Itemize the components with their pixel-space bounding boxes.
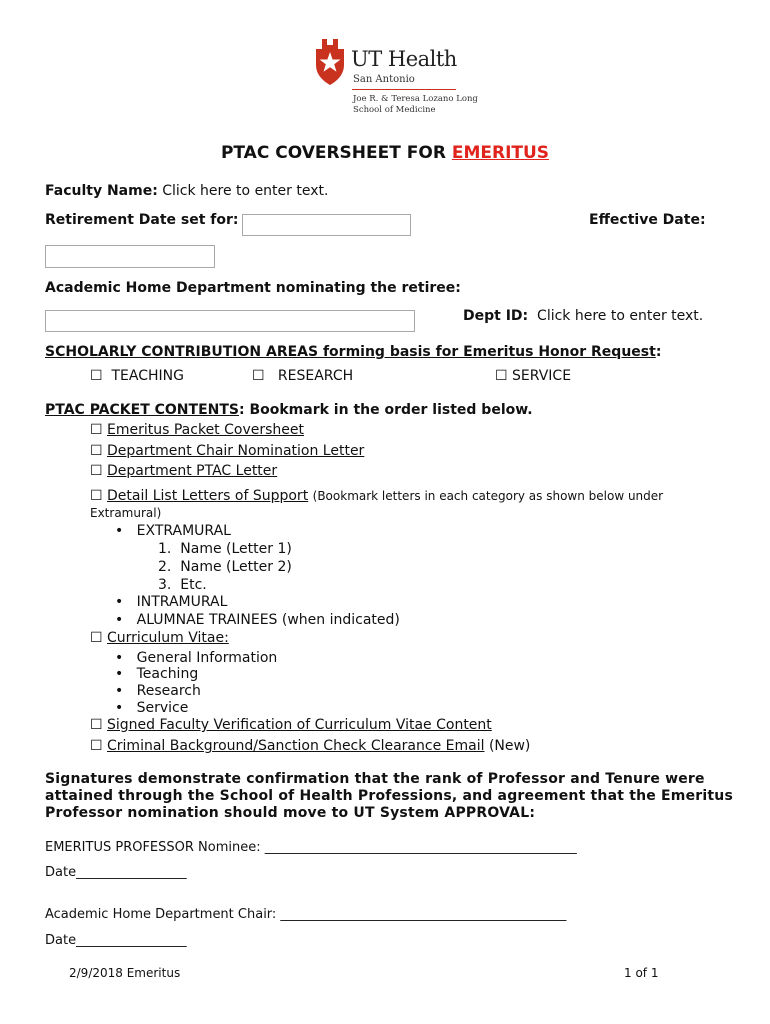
faculty-name-row: [45, 183, 328, 199]
logo-school-line2: School of Medicine: [353, 105, 436, 115]
packet-item-checkbox[interactable]: ☐: [90, 488, 103, 504]
packet-item-label: Emeritus Packet Coversheet: [107, 422, 304, 438]
alumnae-label: ALUMNAE TRAINEES (when indicated): [136, 612, 400, 628]
service-checkbox[interactable]: ☐: [495, 368, 508, 384]
scholarly-colon: :: [655, 344, 662, 360]
cv-item-label: General Information: [136, 650, 278, 666]
bullet-extramural: [115, 523, 231, 539]
packet-item-label: Department Chair Nomination Letter: [107, 443, 365, 459]
teaching-label: TEACHING: [111, 368, 184, 384]
logo-school-line1: Joe R. & Teresa Lozano Long: [353, 94, 478, 104]
logo-subtitle: San Antonio: [353, 74, 415, 85]
title-main: PTAC COVERSHEET FOR: [220, 143, 452, 163]
bullet-intramural: [115, 594, 227, 610]
criminal-check-checkbox[interactable]: ☐: [90, 738, 103, 754]
academic-home-label: Academic Home Department nominating the retiree:: [45, 280, 461, 296]
bullet-icon: •: [115, 612, 124, 628]
packet-item-label: Detail List Letters of Support: [107, 488, 309, 504]
cv-item: [115, 683, 201, 699]
packet-heading-text: PTAC PACKET CONTENTS: [45, 402, 239, 418]
signatures-line3: Professor nomination should move to UT System APPROVAL:: [45, 805, 536, 821]
numbered-item: 1. Name (Letter 1): [158, 541, 292, 557]
bullet-icon: •: [115, 523, 124, 539]
verification-label: Signed Faculty Verification of Curriculum Vitae Content: [107, 717, 492, 733]
logo-title: UT Health: [351, 47, 457, 71]
bullet-icon: •: [115, 666, 124, 682]
dept-id-label: Dept ID:: [463, 308, 529, 324]
numbered-item-label: Name (Letter 2): [180, 559, 292, 575]
numbered-item-label: Etc.: [180, 577, 207, 593]
chair-date-line[interactable]: Date_________________: [45, 933, 187, 948]
logo-divider: [352, 89, 456, 90]
service-label: SERVICE: [512, 368, 572, 384]
scholarly-heading: [45, 344, 661, 360]
support-note: (Bookmark letters in each category as shown below under: [312, 489, 664, 503]
signatures-line2: attained through the School of Health Professions, and agreement that the Emeritus: [45, 788, 733, 804]
packet-item-checkbox[interactable]: ☐: [90, 443, 103, 459]
nominee-date-line[interactable]: Date_________________: [45, 865, 187, 880]
academic-home-field[interactable]: [45, 310, 415, 332]
numbered-item: 3. Etc.: [158, 577, 207, 593]
bullet-icon: •: [115, 594, 124, 610]
bullet-icon: •: [115, 650, 124, 666]
extramural-label: EXTRAMURAL: [136, 523, 231, 539]
cv-item-label: Teaching: [136, 666, 199, 682]
packet-item-criminal-check[interactable]: [90, 738, 530, 754]
area-research[interactable]: [252, 368, 353, 384]
chair-signature-line[interactable]: Academic Home Department Chair: ____________________________________________: [45, 907, 567, 922]
cv-item-label: Research: [136, 683, 201, 699]
packet-item-checkbox[interactable]: ☐: [90, 463, 103, 479]
packet-item-cv[interactable]: [90, 630, 229, 646]
effective-date-label: Effective Date:: [589, 212, 706, 228]
verification-checkbox[interactable]: ☐: [90, 717, 103, 733]
cv-item: [115, 700, 188, 716]
dept-id-row: [463, 308, 703, 324]
cv-item: [115, 666, 198, 682]
scholarly-heading-text: SCHOLARLY CONTRIBUTION AREAS forming basis for Emeritus Honor Request: [45, 344, 656, 360]
packet-item-checkbox[interactable]: ☐: [90, 422, 103, 438]
packet-item[interactable]: [90, 422, 304, 438]
numbered-item-label: Name (Letter 1): [180, 541, 292, 557]
bullet-icon: •: [115, 700, 124, 716]
packet-item-verification[interactable]: [90, 717, 492, 733]
signatures-line1: Signatures demonstrate confirmation that the rank of Professor and Tenure were: [45, 771, 705, 787]
packet-item[interactable]: [90, 443, 364, 459]
criminal-check-label: Criminal Background/Sanction Check Clearance Email: [107, 738, 485, 754]
research-label: RESEARCH: [277, 368, 354, 384]
bullet-icon: •: [115, 683, 124, 699]
cv-checkbox[interactable]: ☐: [90, 630, 103, 646]
area-service[interactable]: [495, 368, 571, 384]
footer-page-number: 1 of 1: [624, 966, 659, 980]
effective-date-field[interactable]: [45, 245, 215, 268]
retirement-date-field[interactable]: [242, 214, 411, 236]
numbered-item: 2. Name (Letter 2): [158, 559, 292, 575]
cv-item: [115, 650, 277, 666]
packet-item[interactable]: [90, 488, 663, 504]
criminal-check-note: (New): [488, 738, 531, 754]
teaching-checkbox[interactable]: ☐: [90, 368, 103, 384]
dept-id-field[interactable]: Click here to enter text.: [537, 308, 704, 324]
bullet-alumnae: [115, 612, 400, 628]
cv-item-label: Service: [136, 700, 189, 716]
support-note-continued: Extramural): [90, 506, 162, 520]
intramural-label: INTRAMURAL: [136, 594, 228, 610]
retirement-date-label: Retirement Date set for:: [45, 212, 239, 228]
research-checkbox[interactable]: ☐: [252, 368, 265, 384]
packet-item[interactable]: [90, 463, 277, 479]
packet-heading: [45, 402, 533, 418]
area-teaching[interactable]: [90, 368, 184, 384]
faculty-name-label: Faculty Name:: [45, 183, 158, 199]
cv-label: Curriculum Vitae:: [107, 630, 229, 646]
packet-item-label: Department PTAC Letter: [107, 463, 278, 479]
title-highlight: EMERITUS: [451, 143, 550, 163]
faculty-name-field[interactable]: Click here to enter text.: [162, 183, 329, 199]
footer-date: 2/9/2018 Emeritus: [69, 966, 181, 980]
packet-heading-rest: : Bookmark in the order listed below.: [238, 402, 533, 418]
shield-star-icon: [313, 37, 347, 87]
page-title: [0, 143, 770, 163]
nominee-signature-line[interactable]: EMERITUS PROFESSOR Nominee: ________________________________________________: [45, 840, 577, 855]
